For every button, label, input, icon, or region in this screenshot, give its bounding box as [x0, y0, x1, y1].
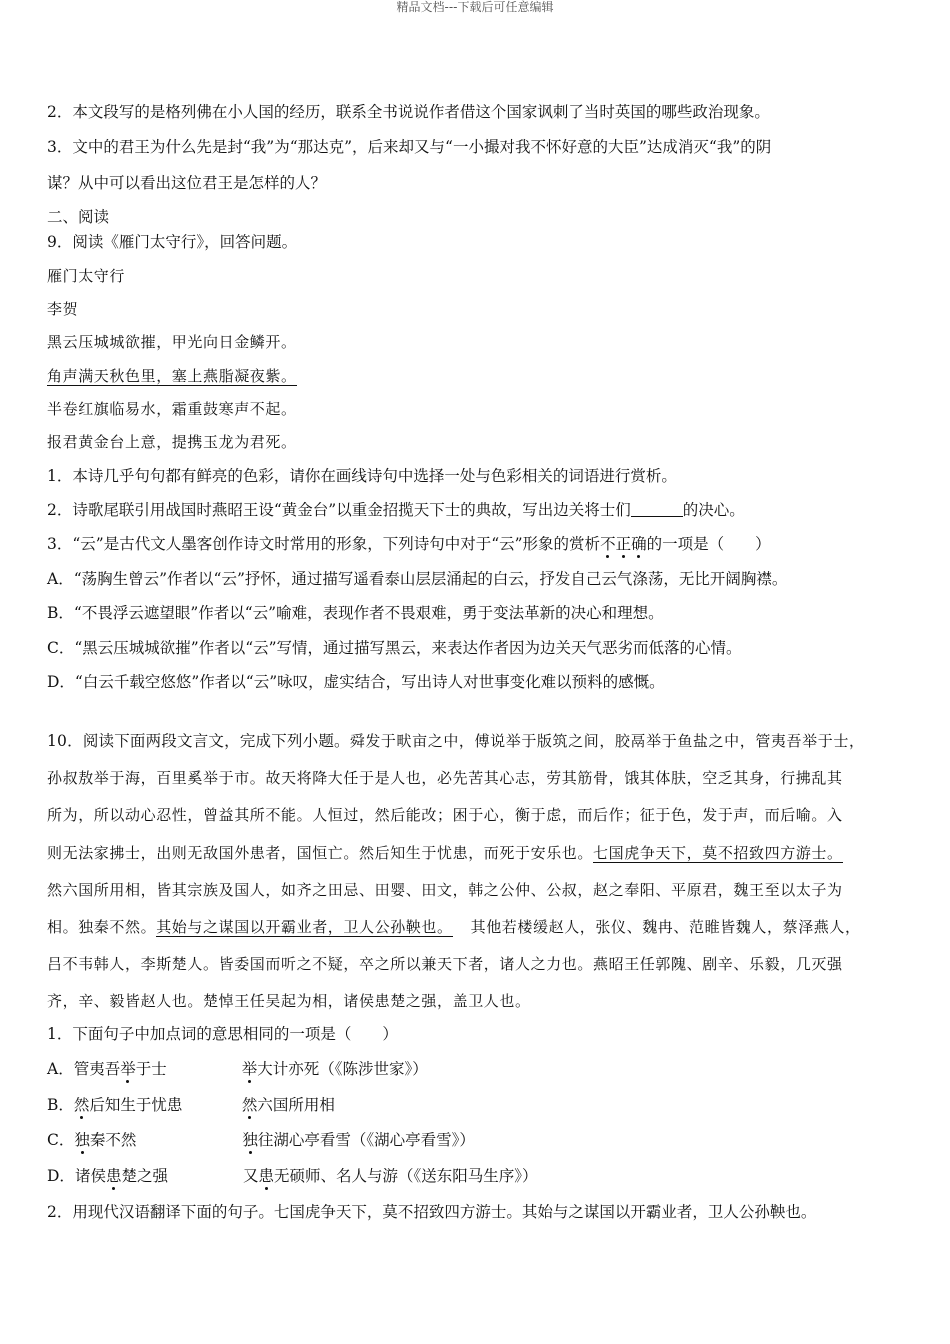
q9-sub1: 1．本诗几乎句句都有鲜亮的色彩，请你在画线诗句中选择一处与色彩相关的词语进行赏析。 [47, 467, 677, 485]
q10-line-6 [47, 917, 861, 937]
q10-line-8: 齐，辛、毅皆赵人也。楚悼王任吴起为相，诸侯患楚之强，盖卫人也。 [47, 992, 531, 1010]
q9-sub3-text: 3．“云”是古代文人墨客创作诗文时常用的形象，下列诗句中对于“云”形象的赏析 [47, 535, 601, 553]
q10-underlined-sentence: 其始与之谋国以开霸业者，卫人公孙鞅也。 [156, 918, 453, 936]
poem-title: 雁门太守行 [47, 267, 126, 285]
option-text: 楚之强 [121, 1167, 168, 1185]
q10-line-1 [47, 731, 865, 751]
option-text: 无硕师、名人与游（《送东阳马生序》） [273, 1167, 538, 1185]
option-label: A． [47, 1060, 74, 1078]
q10-option-a [47, 1059, 428, 1079]
q10-sub1: 1．下面句子中加点词的意思相同的一项是（ ） [47, 1025, 398, 1043]
q9-option-a: A．“荡胸生曾云”作者以“云”抒怀，通过描写遥看泰山层层涌起的白云，抒发自己云气涤荡，无比开阔胸襟。 [47, 570, 788, 588]
q10-option-d [47, 1166, 537, 1186]
q9-option-b: B．“不畏浮云遮望眼”作者以“云”喻难，表现作者不畏艰难，勇于变法革新的决心和理想。 [47, 604, 664, 622]
q10-sub2: 2．用现代汉语翻译下面的句子。七国虎争天下，莫不招致四方游士。其始与之谋国以开霸业者，卫人公孙鞅也。 [47, 1203, 817, 1221]
q10-text: 则无法家拂士，出则无敌国外患者，国恒亡。然后知生于忧患，而死于安乐也。 [47, 844, 594, 862]
option-text: 往湖心亭看雪（《湖心亭看雪》） [257, 1131, 475, 1149]
dotted-char: 正 [615, 535, 632, 553]
dotted-char: 患 [258, 1167, 274, 1185]
q10-intro: 10．阅读下面两段文言文，完成下列小题。 [47, 732, 350, 750]
option-text: 大计亦死（《陈涉世家》） [257, 1060, 428, 1078]
fill-blank[interactable] [631, 502, 683, 517]
dotted-char: 不 [600, 535, 616, 553]
section-title: 二、阅读 [47, 208, 110, 226]
dotted-char: 独 [74, 1131, 90, 1149]
page-header: 精品文档---下载后可任意编辑 [396, 0, 554, 14]
poem-line-2-underlined: 角声满天秋色里，塞上燕脂凝夜紫。 [47, 367, 297, 385]
q10-text: 相。独秦不然。 [47, 918, 157, 936]
dotted-char: 然 [73, 1096, 90, 1114]
q9-sub3-end: 的一项是（ ） [646, 535, 771, 553]
dotted-char: 独 [242, 1131, 258, 1149]
option-text: 诸侯 [74, 1167, 106, 1185]
option-label: B． [47, 1096, 74, 1114]
question-9-intro: 9．阅读《雁门太守行》，回答问题。 [47, 233, 298, 251]
q9-option-c: C．“黑云压城城欲摧”作者以“云”写情，通过描写黑云，来表达作者因为边关天气恶劣而低落的心情。 [47, 639, 742, 657]
poem-line-3: 半卷红旗临易水，霜重鼓寒声不起。 [47, 400, 297, 418]
q10-text: 其他若楼缓赵人，张仪、魏冉、范睢皆魏人，蔡泽燕人， [470, 918, 861, 936]
option-text: 秦不然 [89, 1131, 137, 1149]
question-3-line2: 谋？从中可以看出这位君王是怎样的人？ [47, 174, 327, 192]
q9-sub2-text: 2．诗歌尾联引用战国时燕昭王设“黄金台”以重金招揽天下士的典故，写出边关将士们 [47, 501, 631, 519]
dotted-char: 举 [120, 1060, 136, 1078]
option-label: C． [47, 1131, 75, 1149]
question-3-line1: 3．文中的君王为什么先是封“我”为“那达克”，后来却又与“一小撮对我不怀好意的大臣”达成消灭“我”的阴 [47, 138, 772, 156]
option-text: 六国所用相 [257, 1096, 335, 1114]
q10-underlined-sentence: 七国虎争天下，莫不招致四方游士。 [593, 844, 843, 862]
q10-text: 舜发于畎亩之中，傅说举于版筑之间，胶鬲举于鱼盐之中，管夷吾举于士， [349, 732, 865, 750]
q9-sub2-end: 的决心。 [682, 501, 745, 519]
option-label: D． [47, 1167, 75, 1185]
q10-option-c [47, 1130, 475, 1150]
q10-line-7: 吕不韦韩人，李斯楚人。皆委国而听之不疑，卒之所以兼天下者，诸人之力也。燕昭王任郭隗、剧辛、乐毅，几灭强 [47, 955, 843, 973]
q9-sub3 [47, 534, 771, 554]
option-text: 又 [242, 1167, 259, 1185]
q10-line-5: 然六国所用相，皆其宗族及国人，如齐之田忌、田婴、田文，韩之公仲、公叔，赵之奉阳、平原君，魏王至以太子为 [47, 881, 843, 899]
q9-option-d: D．“白云千载空悠悠”作者以“云”咏叹，虚实结合，写出诗人对世事变化难以预料的感慨。 [47, 673, 665, 691]
dotted-char: 然 [241, 1096, 258, 1114]
dotted-char: 患 [105, 1167, 122, 1185]
option-text: 管夷吾 [73, 1060, 121, 1078]
dotted-char: 举 [241, 1060, 258, 1078]
poem-line-1: 黑云压城城欲摧，甲光向日金鳞开。 [47, 333, 297, 351]
option-text: 后知生于忧患 [89, 1096, 183, 1114]
option-text: 于士 [135, 1060, 167, 1078]
dotted-char: 确 [631, 535, 647, 553]
q10-line-2: 孙叔敖举于海，百里奚举于市。故天将降大任于是人也，必先苦其心志，劳其筋骨，饿其体肤，空乏其身，行拂乱其 [47, 769, 843, 787]
q10-line-4 [47, 843, 843, 863]
q10-line-3: 所为，所以动心忍性，曾益其所不能。人恒过，然后能改；困于心，衡于虑，而后作；征于色，发于声，而后喻。入 [47, 806, 843, 824]
poem-author: 李贺 [47, 300, 79, 318]
poem-line-2 [47, 366, 297, 386]
q9-sub2 [47, 500, 745, 520]
poem-line-4: 报君黄金台上意，提携玉龙为君死。 [47, 433, 297, 451]
q10-option-b [47, 1095, 335, 1115]
question-2: 2．本文段写的是格列佛在小人国的经历，联系全书说说作者借这个国家讽刺了当时英国的哪些政治现象。 [47, 103, 770, 121]
